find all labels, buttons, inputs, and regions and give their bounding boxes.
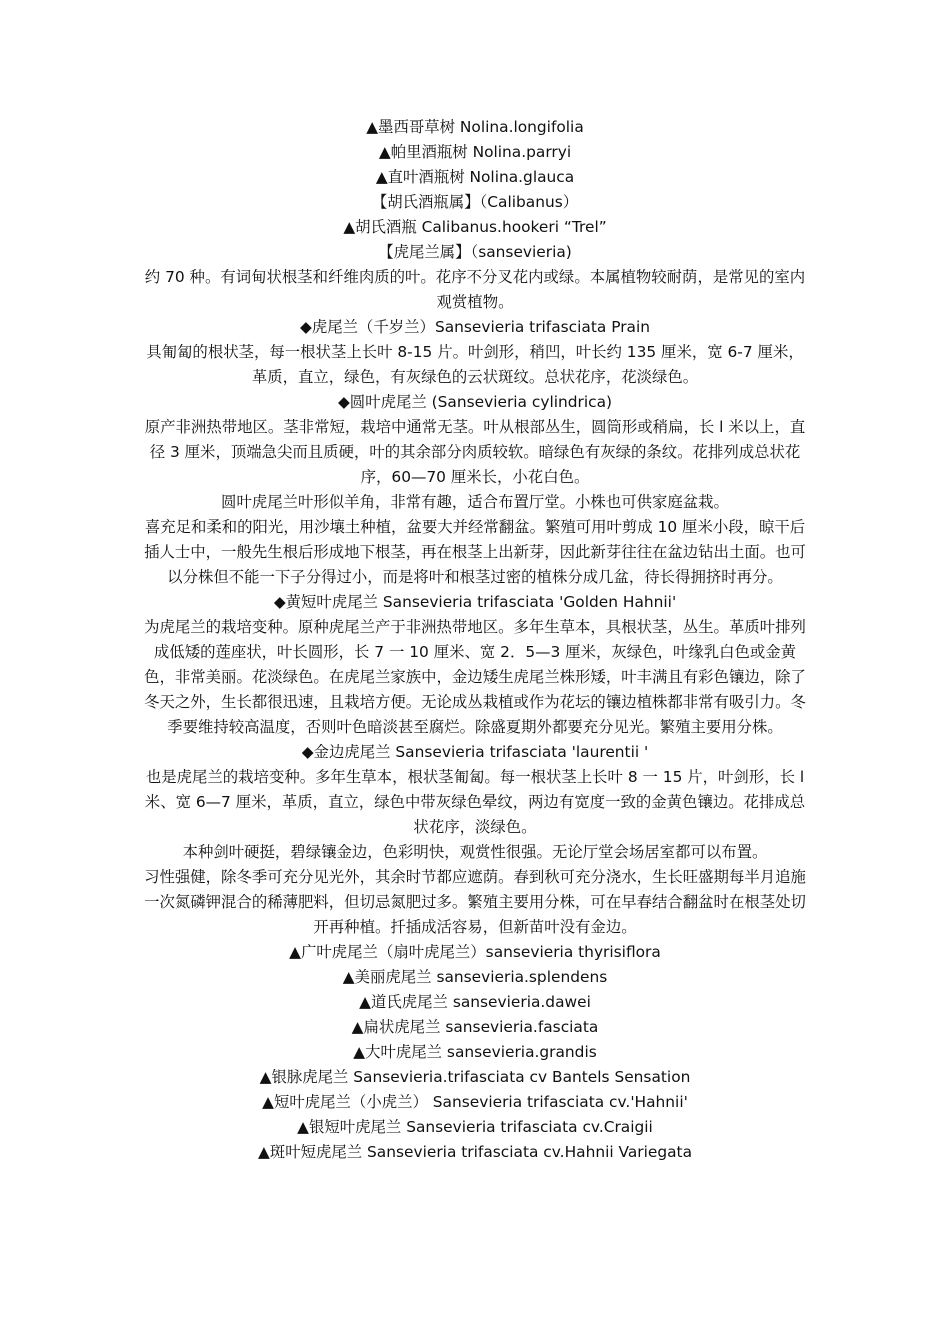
text-line: ▲斑叶短虎尾兰 Sansevieria trifasciata cv.Hahnii Variegata — [257, 1143, 693, 1161]
text-line: ▲直叶酒瓶树 Nolina.glauca — [375, 168, 575, 186]
species-heading: ◆金边虎尾兰 Sansevieria trifasciata 'laurentii ' — [301, 743, 649, 761]
paragraph: 为虎尾兰的栽培变种。原种虎尾兰产于非洲热带地区。多年生草本，具根状茎，丛生。革质叶排列成低矮的莲座状，叶长圆形，长 7 一 10 厘米、宽 2．5—3 厘米，灰绿色，叶缘乳白色或金黄色，非常美丽。花淡绿色。在虎尾兰家族中，金边矮生虎尾兰株形矮，叶丰满且有彩色镶边，除了冬天之外，生长都很迅速，且栽培方便。无论成丛栽植或作为花坛的镶边植株都非常有吸引力。冬季要维持较高温度，否则叶色暗淡甚至腐烂。除盛夏期外都要充分见光。繁殖主要用分株。 — [144, 618, 806, 736]
paragraph: 喜充足和柔和的阳光，用沙壤土种植，盆要大并经常翻盆。繁殖可用叶剪成 10 厘米小段，晾干后插人士中，一般先生根后形成地下根茎，再在根茎上出新芽，因此新芽往往在盆边钻出土面。也可以分株但不能一下子分得过小，而是将叶和根茎过密的植株分成几盆，待长得拥挤时再分。 — [144, 518, 806, 586]
text-line: ▲帕里酒瓶树 Nolina.parryi — [378, 143, 572, 161]
paragraph: 习性强健，除冬季可充分见光外，其余时节都应遮荫。春到秋可充分浇水，生长旺盛期每半月追施一次氮磷钾混合的稀薄肥料，但切忌氮肥过多。繁殖主要用分株，可在早春结合翻盆时在根茎处切开再种植。扦插成活容易，但新苗叶没有金边。 — [144, 868, 806, 936]
paragraph: 也是虎尾兰的栽培变种。多年生草本，根状茎匍匐。每一根状茎上长叶 8 一 15 片，叶剑形，长 l 米、宽 6—7 厘米，革质，直立，绿色中带灰绿色晕纹，两边有宽度一致的金黄色镶边。花排成总状花序，淡绿色。 — [144, 768, 806, 836]
text-line: ▲银短叶虎尾兰 Sansevieria trifasciata cv.Craigii — [297, 1118, 653, 1136]
species-heading: ◆圆叶虎尾兰 (Sansevieria cylindrica) — [337, 393, 613, 411]
paragraph: 圆叶虎尾兰叶形似羊角，非常有趣，适合布置厅堂。小株也可供家庭盆栽。 — [221, 493, 729, 511]
genus-heading: 【虎尾兰属】（sansevieria) — [378, 243, 572, 261]
species-heading: ◆虎尾兰（千岁兰）Sansevieria trifasciata Prain — [299, 318, 651, 336]
text-line: ▲胡氏酒瓶 Calibanus.hookeri “Trel” — [343, 218, 607, 236]
text-line: ▲银脉虎尾兰 Sansevieria.trifasciata cv Bantels Sensation — [259, 1068, 691, 1086]
text-line: ▲美丽虎尾兰 sansevieria.splendens — [342, 968, 608, 986]
text-line: ▲广叶虎尾兰（扇叶虎尾兰）sansevieria thyrisiflora — [289, 943, 661, 961]
paragraph: 本种剑叶硬挺，碧绿镶金边，色彩明快，观赏性很强。无论厅堂会场居室都可以布置。 — [182, 843, 768, 861]
paragraph: 原产非洲热带地区。茎非常短，栽培中通常无茎。叶从根部丛生，圆筒形或稍扁，长 l 米以上，直径 3 厘米，顶端急尖而且质硬，叶的其余部分肉质较软。暗绿色有灰绿的条纹。花排列成总状花序，60—70 厘米长，小花白色。 — [144, 418, 806, 486]
paragraph: 具匍匐的根状茎，每一根状茎上长叶 8-15 片。叶剑形，稍凹，叶长约 135 厘米，宽 6-7 厘米，革质，直立，绿色，有灰绿色的云状斑纹。总状花序，花淡绿色。 — [146, 343, 804, 386]
species-heading: ◆黄短叶虎尾兰 Sansevieria trifasciata 'Golden Hahnii' — [273, 593, 677, 611]
genus-heading: 【胡氏酒瓶属】（Calibanus） — [371, 193, 579, 211]
document-page — [140, 115, 810, 1165]
text-line: ▲道氏虎尾兰 sansevieria.dawei — [359, 993, 591, 1011]
text-line: ▲墨西哥草树 Nolina.longifolia — [366, 118, 584, 136]
paragraph: 约 70 种。有词甸状根茎和纤维肉质的叶。花序不分叉花内或绿。本属植物较耐荫，是常见的室内观赏植物。 — [144, 268, 806, 311]
text-line: ▲扁状虎尾兰 sansevieria.fasciata — [351, 1018, 599, 1036]
text-line: ▲大叶虎尾兰 sansevieria.grandis — [353, 1043, 597, 1061]
text-line: ▲短叶虎尾兰（小虎兰） Sansevieria trifasciata cv.'Hahnii' — [262, 1093, 688, 1111]
